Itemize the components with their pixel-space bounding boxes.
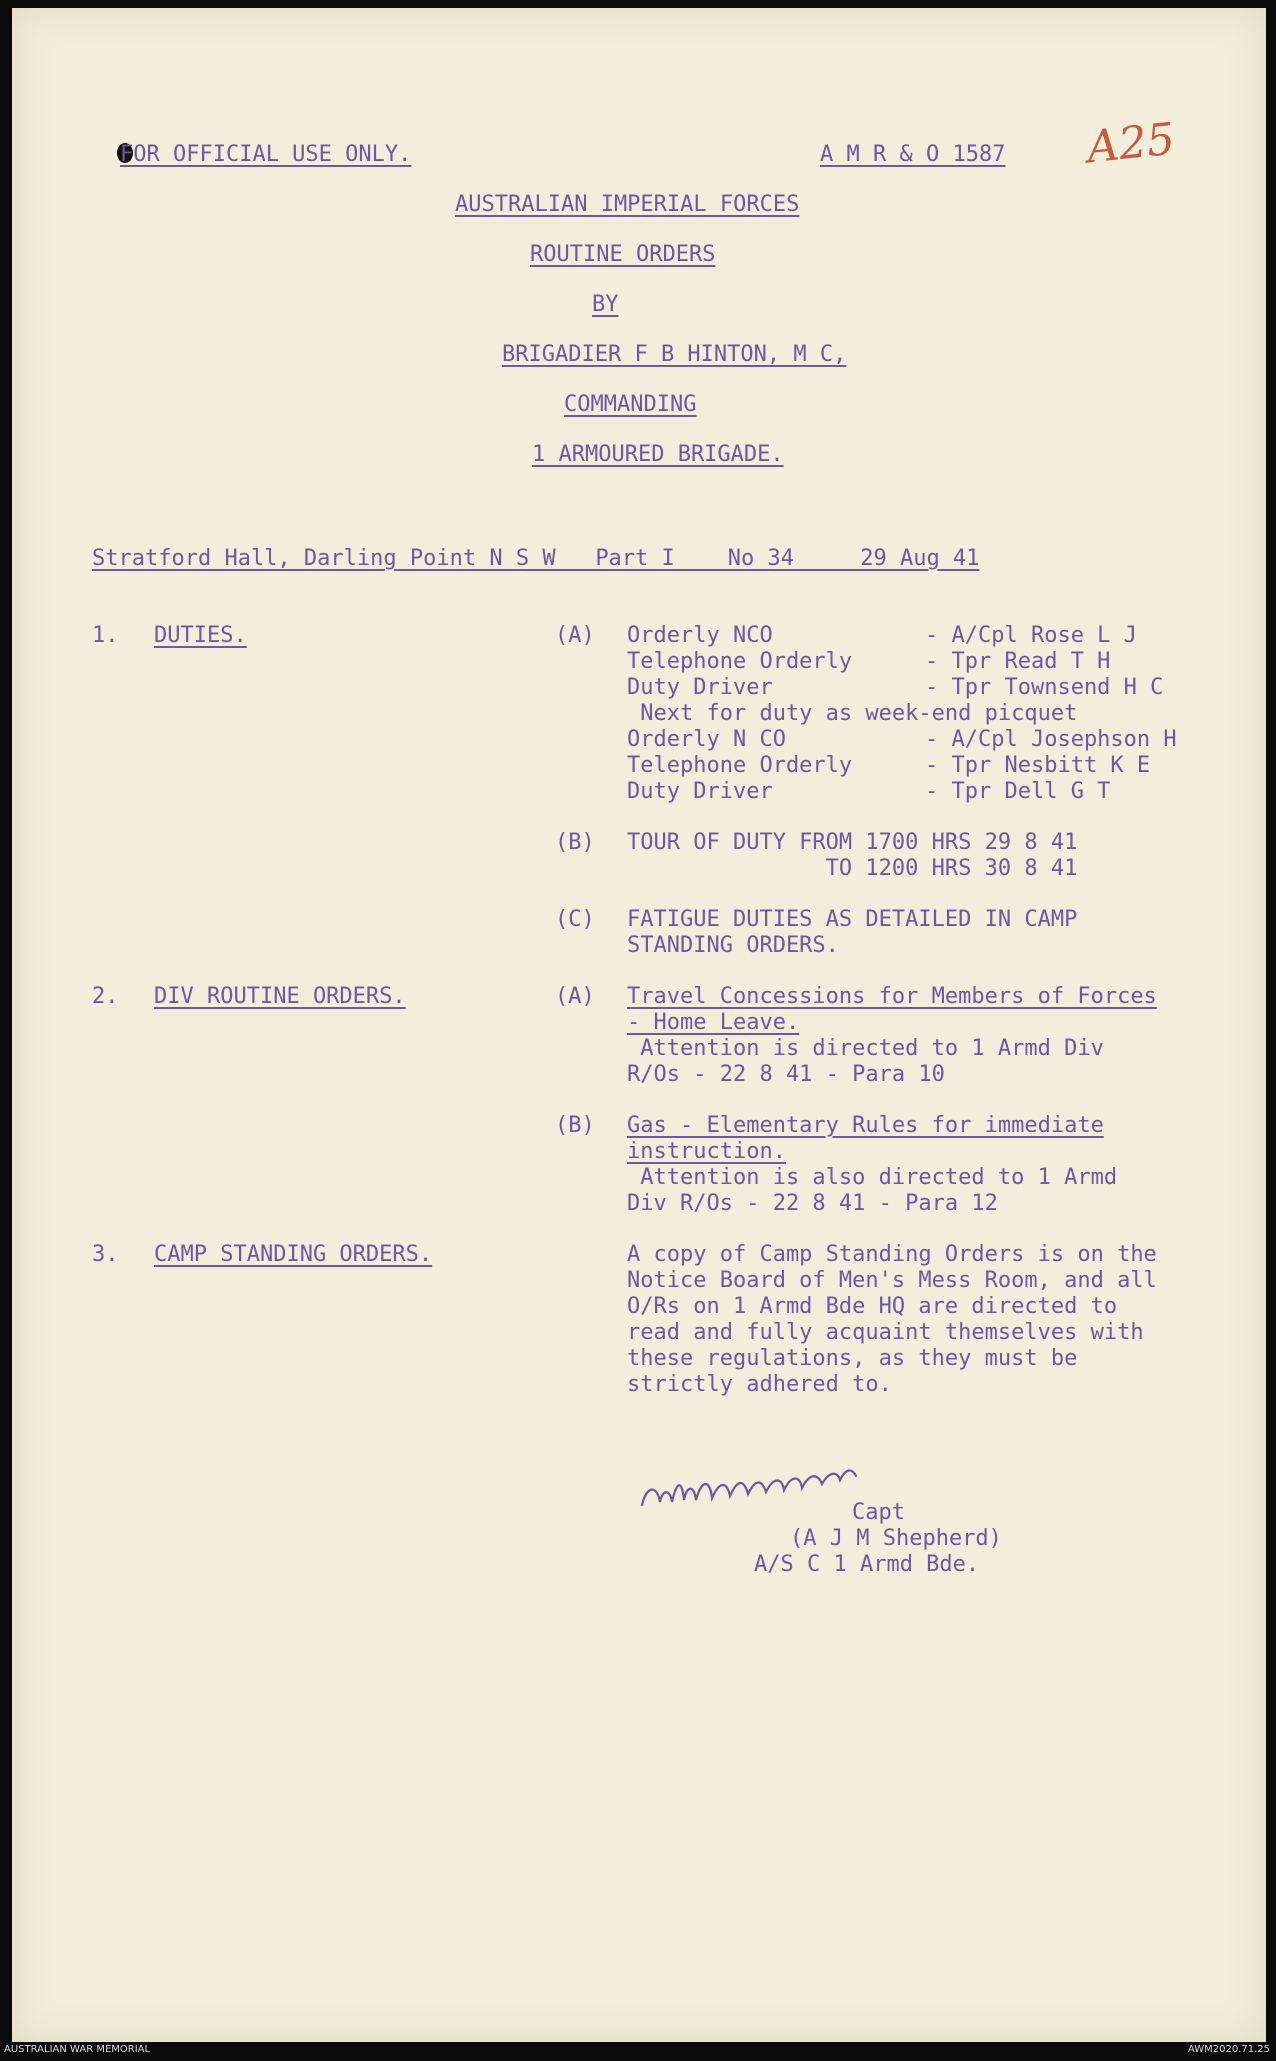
section-2-heading: DIV ROUTINE ORDERS. — [154, 984, 406, 1009]
section-1-c-label: (C) — [555, 907, 595, 932]
travel-concessions-line-1: Attention is directed to 1 Armd Div — [627, 1036, 1104, 1061]
section-1-number: 1. — [92, 623, 119, 648]
section-2-number: 2. — [92, 984, 119, 1009]
title-line-3: BY — [592, 292, 619, 317]
next-duty-role: Orderly N CO — [627, 727, 786, 752]
next-duty-role: Telephone Orderly — [627, 753, 853, 778]
gas-rules-line-1: Attention is also directed to 1 Armd — [627, 1165, 1118, 1190]
travel-concessions-line-2: R/Os - 22 8 41 - Para 10 — [627, 1062, 945, 1087]
section-2-a-label: (A) — [555, 984, 595, 1009]
gas-rules-subtitle: instruction. — [627, 1139, 786, 1164]
camp-orders-line: Notice Board of Men's Mess Room, and all — [627, 1268, 1157, 1293]
camp-orders-line: A copy of Camp Standing Orders is on the — [627, 1242, 1157, 1267]
gas-rules-title: Gas - Elementary Rules for immediate — [627, 1113, 1104, 1138]
footer-institution: AUSTRALIAN WAR MEMORIAL — [4, 2044, 151, 2055]
next-duty-name: - Tpr Nesbitt K E — [925, 753, 1151, 778]
duty-name: - A/Cpl Rose L J — [925, 623, 1137, 648]
signatory-rank: Capt — [852, 1500, 905, 1525]
title-line-4: BRIGADIER F B HINTON, M C, — [502, 342, 847, 367]
section-1-b-label: (B) — [555, 830, 595, 855]
next-duty-name: - A/Cpl Josephson H — [925, 727, 1177, 752]
signatory-appointment: A/S C 1 Armd Bde. — [754, 1552, 980, 1577]
signatory-name: (A J M Shepherd) — [790, 1526, 1002, 1551]
reference-number: A M R & O 1587 — [820, 142, 1006, 167]
section-3-number: 3. — [92, 1242, 119, 1267]
camp-orders-line: read and fully acquaint themselves with — [627, 1320, 1144, 1345]
duty-role: Telephone Orderly — [627, 649, 853, 674]
title-line-2: ROUTINE ORDERS — [530, 242, 716, 267]
next-duty-name: - Tpr Dell G T — [925, 779, 1111, 804]
duty-role: Duty Driver — [627, 675, 773, 700]
gas-rules-line-2: Div R/Os - 22 8 41 - Para 12 — [627, 1191, 998, 1216]
footer-accession: AWM2020.71.25 — [1187, 2044, 1270, 2055]
fatigue-line-2: STANDING ORDERS. — [627, 933, 839, 958]
fatigue-line-1: FATIGUE DUTIES AS DETAILED IN CAMP — [627, 907, 1078, 932]
section-3-heading: CAMP STANDING ORDERS. — [154, 1242, 433, 1267]
next-duty-heading: Next for duty as week-end picquet — [627, 701, 1078, 726]
tour-of-duty-line-1: TOUR OF DUTY FROM 1700 HRS 29 8 41 — [627, 830, 1078, 855]
camp-orders-line: these regulations, as they must be — [627, 1346, 1078, 1371]
travel-concessions-title: Travel Concessions for Members of Forces — [627, 984, 1157, 1009]
title-line-5: COMMANDING — [564, 392, 697, 417]
dateline: Stratford Hall, Darling Point N S W Part I No 34 29 Aug 41 — [92, 546, 980, 571]
handwritten-signature — [632, 1450, 962, 1520]
section-1-heading: DUTIES. — [154, 623, 247, 648]
duty-role: Orderly NCO — [627, 623, 773, 648]
travel-concessions-subtitle: - Home Leave. — [627, 1010, 800, 1035]
camp-orders-line: O/Rs on 1 Armd Bde HQ are directed to — [627, 1294, 1118, 1319]
tour-of-duty-line-2: TO 1200 HRS 30 8 41 — [627, 856, 1078, 881]
title-line-6: 1 ARMOURED BRIGADE. — [532, 442, 784, 467]
camp-orders-line: strictly adhered to. — [627, 1372, 892, 1397]
next-duty-role: Duty Driver — [627, 779, 773, 804]
section-1-a-label: (A) — [555, 623, 595, 648]
handwritten-reference: A25 — [1084, 113, 1178, 174]
document-page — [12, 8, 1266, 2042]
title-line-1: AUSTRALIAN IMPERIAL FORCES — [455, 192, 800, 217]
section-2-b-label: (B) — [555, 1113, 595, 1138]
classification-label: FOR OFFICIAL USE ONLY. — [120, 142, 412, 167]
duty-name: - Tpr Townsend H C — [925, 675, 1164, 700]
duty-name: - Tpr Read T H — [925, 649, 1111, 674]
